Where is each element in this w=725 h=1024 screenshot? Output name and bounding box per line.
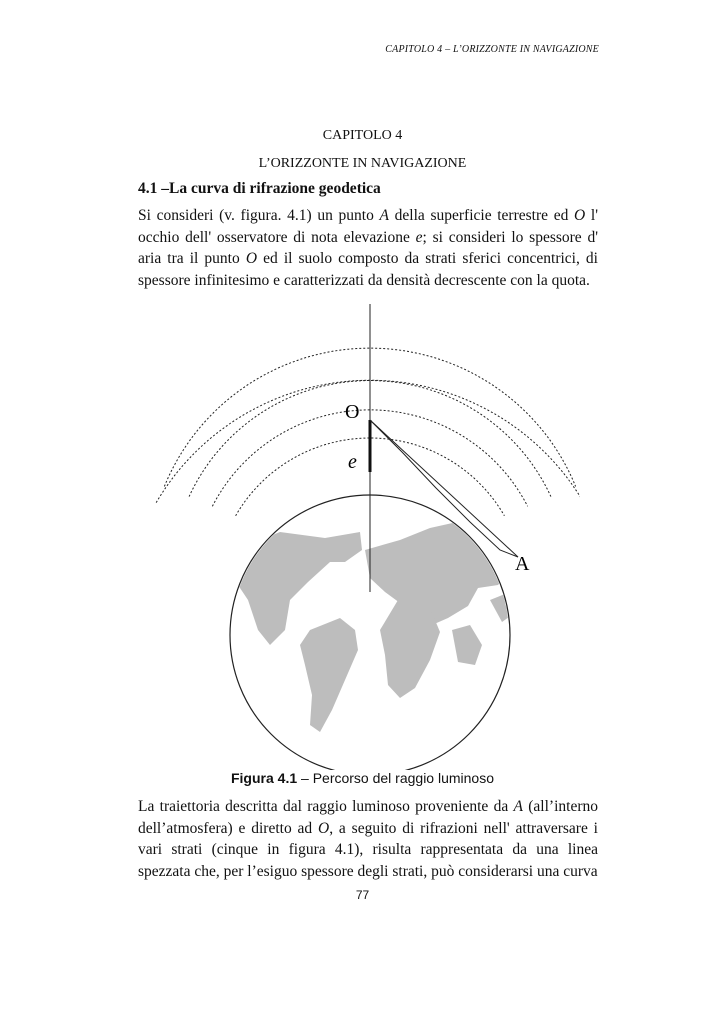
chapter-number: CAPITOLO 4 xyxy=(322,128,403,143)
atmosphere-layer xyxy=(156,380,580,502)
earth-globe xyxy=(230,495,516,770)
label-A: A xyxy=(515,553,530,575)
page-number: 77 xyxy=(355,888,370,902)
figure-caption: Figura 4.1 – Percorso del raggio luminoso xyxy=(230,770,495,786)
chapter-title: L’ORIZZONTE IN NAVIGAZIONE xyxy=(258,156,467,171)
intro-paragraph: Si consideri (v. figura. 4.1) un punto A della superficie terrestre ed O l' occhio dell' osservatore di nota elevazione e; si consideri lo spessore d' aria tra il punto O ed il suolo composto da strati sferici concentrici, di spessore infinitesimo e caratterizzati da densità decrescente con la quota. xyxy=(138,207,598,289)
refraction-figure xyxy=(140,300,580,770)
body-paragraph: La traiettoria descritta dal raggio luminoso proveniente da A (all’interno dell’atmosfera) e diretto ad O, a seguito di rifrazioni nell' attraversare i vari strati (cinque in figura 4.1), risulta rappresentata da una linea spezzata che, per l’esiguo spessore degli strati, può considerarsi una curva xyxy=(138,798,598,880)
section-heading: 4.1 –La curva di rifrazione geodetica xyxy=(138,180,381,197)
label-O: O xyxy=(345,401,360,423)
running-header: CAPITOLO 4 – L’ORIZZONTE IN NAVIGAZIONE xyxy=(385,44,599,55)
atmosphere-layers xyxy=(156,348,580,516)
label-e: e xyxy=(348,451,357,473)
